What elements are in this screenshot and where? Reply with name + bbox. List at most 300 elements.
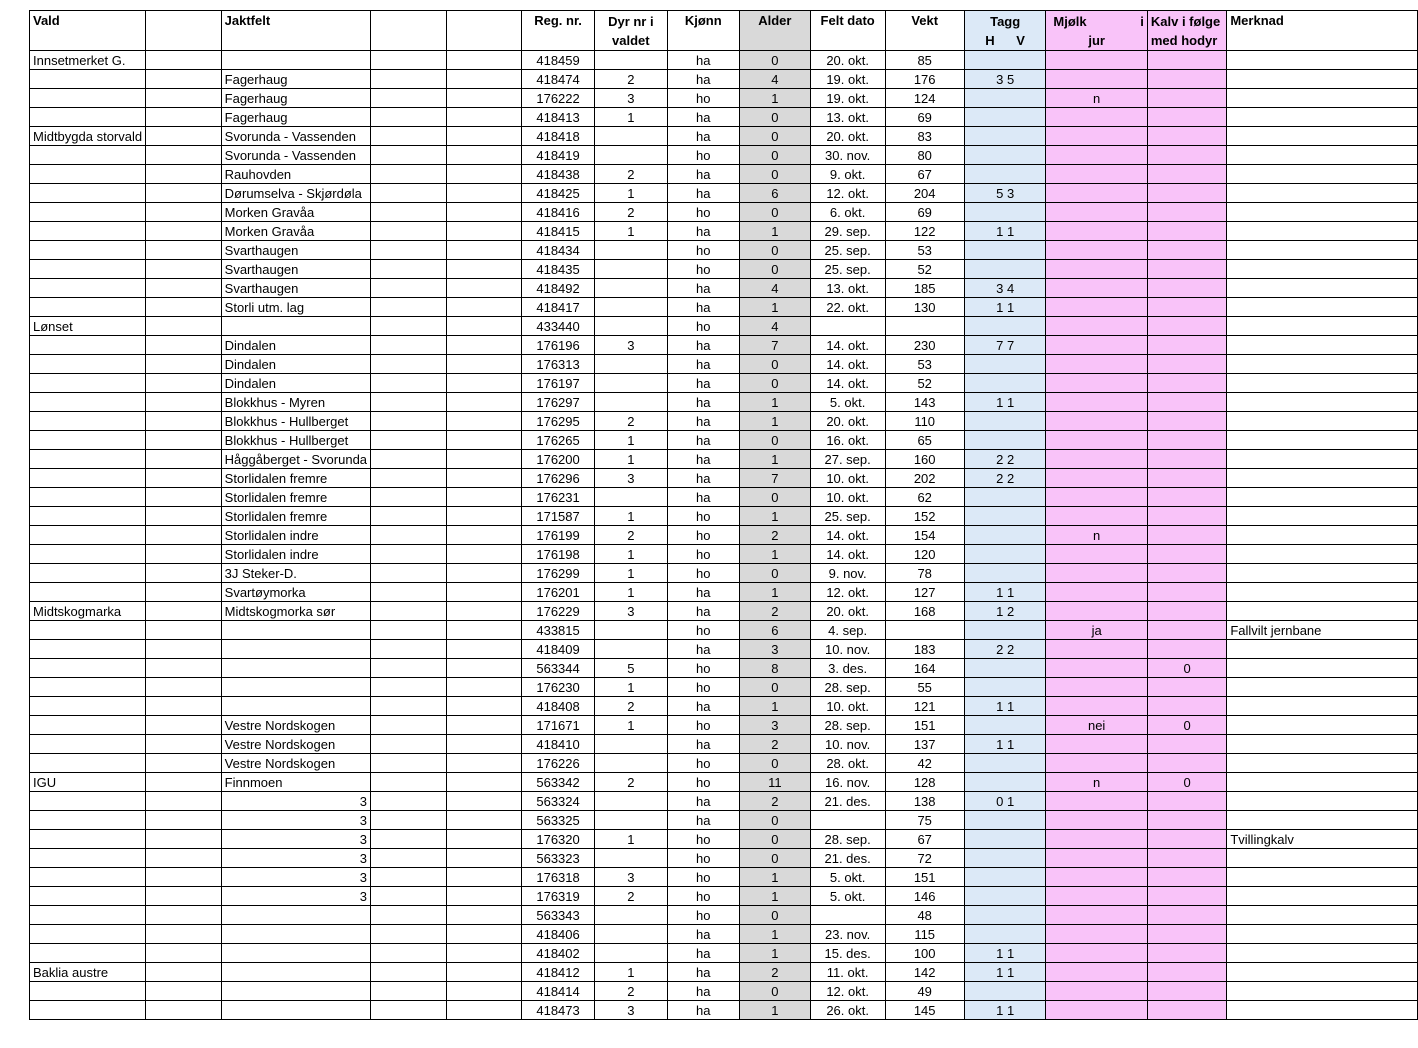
table-row [30,526,1418,545]
cell-merknad [1227,526,1418,545]
cell-vald: Baklia austre [30,963,146,982]
cell-tagg [964,127,1046,146]
cell-jaktfelt: Svorunda - Vassenden [221,127,370,146]
cell-alder: 0 [739,564,810,583]
cell-merknad [1227,203,1418,222]
cell-felt-dato: 13. okt. [810,279,885,298]
cell-vald [30,868,146,887]
cell-felt-dato: 20. okt. [810,412,885,431]
cell-vald [30,640,146,659]
cell-tagg [964,374,1046,393]
header-vald: Vald [30,11,146,51]
cell-mjolk [1046,260,1147,279]
cell-reg-nr: 176201 [522,583,595,602]
cell-kalv [1147,982,1226,1001]
cell-vald [30,89,146,108]
cell-kalv [1147,830,1226,849]
cell-empty [146,469,222,488]
cell-empty [146,735,222,754]
cell-vekt: 110 [885,412,964,431]
cell-vekt: 78 [885,564,964,583]
cell-jaktfelt: Vestre Nordskogen [221,735,370,754]
cell-jaktfelt-number: 3 [221,887,370,906]
header-mjolk-line2: jur [1088,33,1105,48]
cell-empty [146,488,222,507]
table-row [30,127,1418,146]
cell-empty [146,412,222,431]
cell-mjolk [1046,982,1147,1001]
cell-mjolk [1046,469,1147,488]
cell-reg-nr: 176226 [522,754,595,773]
cell-empty [371,887,447,906]
cell-empty [146,279,222,298]
cell-empty [146,146,222,165]
cell-empty [446,393,522,412]
table-row [30,963,1418,982]
cell-tagg [964,165,1046,184]
cell-vekt: 137 [885,735,964,754]
cell-empty [146,982,222,1001]
cell-empty [446,469,522,488]
cell-empty [146,184,222,203]
cell-merknad [1227,70,1418,89]
cell-felt-dato: 4. sep. [810,621,885,640]
cell-reg-nr: 176197 [522,374,595,393]
header-vekt: Vekt [885,11,964,51]
cell-merknad [1227,431,1418,450]
cell-reg-nr: 176295 [522,412,595,431]
cell-mjolk [1046,222,1147,241]
cell-empty [446,944,522,963]
cell-vald [30,184,146,203]
cell-felt-dato: 19. okt. [810,89,885,108]
table-row [30,393,1418,412]
table-row [30,754,1418,773]
cell-alder: 0 [739,355,810,374]
cell-vekt: 151 [885,868,964,887]
cell-jaktfelt-number [221,621,370,640]
cell-empty [146,450,222,469]
cell-dyr-nr [595,241,668,260]
cell-tagg [964,811,1046,830]
cell-tagg: 1 1 [964,393,1046,412]
cell-felt-dato: 6. okt. [810,203,885,222]
table-row [30,792,1418,811]
cell-kjonn: ho [667,260,739,279]
cell-tagg [964,925,1046,944]
cell-reg-nr: 171671 [522,716,595,735]
cell-merknad [1227,735,1418,754]
cell-empty [146,70,222,89]
cell-kalv [1147,89,1226,108]
cell-jaktfelt: Vestre Nordskogen [221,754,370,773]
cell-merknad [1227,602,1418,621]
cell-dyr-nr: 1 [595,184,668,203]
cell-jaktfelt: Svartøymorka [221,583,370,602]
cell-mjolk [1046,583,1147,602]
cell-vald [30,583,146,602]
cell-alder: 4 [739,317,810,336]
cell-tagg [964,773,1046,792]
cell-dyr-nr [595,735,668,754]
cell-kalv [1147,583,1226,602]
cell-mjolk [1046,431,1147,450]
cell-alder: 7 [739,336,810,355]
cell-empty [146,260,222,279]
cell-vekt: 53 [885,355,964,374]
cell-empty [371,146,447,165]
cell-kjonn: ho [667,564,739,583]
cell-kalv [1147,431,1226,450]
cell-vald [30,412,146,431]
cell-vekt: 124 [885,89,964,108]
cell-empty [371,944,447,963]
cell-tagg: 1 1 [964,697,1046,716]
cell-tagg [964,754,1046,773]
cell-empty [446,317,522,336]
cell-dyr-nr [595,393,668,412]
cell-dyr-nr: 1 [595,450,668,469]
cell-vekt: 146 [885,887,964,906]
cell-empty [446,526,522,545]
cell-vald [30,70,146,89]
cell-empty [446,336,522,355]
cell-kalv [1147,697,1226,716]
cell-jaktfelt-number [221,640,370,659]
cell-empty [371,754,447,773]
cell-empty [446,982,522,1001]
cell-dyr-nr: 1 [595,830,668,849]
cell-merknad [1227,640,1418,659]
cell-alder: 4 [739,70,810,89]
cell-vekt: 80 [885,146,964,165]
cell-empty [146,507,222,526]
cell-alder: 0 [739,849,810,868]
cell-vald: Lønset [30,317,146,336]
cell-vekt: 49 [885,982,964,1001]
cell-alder: 8 [739,659,810,678]
cell-vald [30,431,146,450]
cell-vekt: 122 [885,222,964,241]
cell-kjonn: ha [667,982,739,1001]
cell-jaktfelt: Midtskogmorka sør [221,602,370,621]
cell-alder: 1 [739,925,810,944]
cell-vald: IGU [30,773,146,792]
table-row [30,203,1418,222]
cell-empty [371,184,447,203]
cell-felt-dato: 20. okt. [810,602,885,621]
cell-merknad [1227,184,1418,203]
cell-kjonn: ha [667,51,739,70]
cell-dyr-nr: 3 [595,602,668,621]
cell-empty [371,792,447,811]
cell-dyr-nr: 1 [595,716,668,735]
cell-vald [30,659,146,678]
cell-dyr-nr [595,811,668,830]
cell-vekt: 75 [885,811,964,830]
cell-alder: 1 [739,583,810,602]
cell-vald [30,849,146,868]
cell-reg-nr: 176320 [522,830,595,849]
cell-alder: 1 [739,222,810,241]
table-row [30,697,1418,716]
cell-vekt: 67 [885,830,964,849]
cell-merknad [1227,146,1418,165]
cell-kjonn: ho [667,545,739,564]
cell-jaktfelt-number [221,317,370,336]
cell-jaktfelt: Storlidalen fremre [221,488,370,507]
cell-felt-dato: 28. sep. [810,830,885,849]
cell-mjolk [1046,659,1147,678]
cell-empty [446,450,522,469]
cell-mjolk [1046,507,1147,526]
header-empty [446,11,522,51]
cell-empty [146,963,222,982]
cell-merknad [1227,165,1418,184]
cell-mjolk [1046,564,1147,583]
cell-felt-dato: 28. okt. [810,754,885,773]
cell-vekt: 55 [885,678,964,697]
header-empty [371,11,447,51]
cell-felt-dato: 16. okt. [810,431,885,450]
cell-felt-dato: 21. des. [810,792,885,811]
cell-reg-nr: 418408 [522,697,595,716]
cell-alder: 0 [739,488,810,507]
cell-kalv [1147,298,1226,317]
cell-alder: 2 [739,963,810,982]
cell-merknad [1227,336,1418,355]
cell-alder: 6 [739,184,810,203]
cell-empty [371,602,447,621]
header-dyr-nr [595,11,668,51]
cell-mjolk [1046,868,1147,887]
cell-empty [146,203,222,222]
cell-empty [146,621,222,640]
cell-kjonn: ho [667,906,739,925]
cell-felt-dato: 14. okt. [810,336,885,355]
cell-jaktfelt: Svarthaugen [221,241,370,260]
cell-kjonn: ha [667,735,739,754]
cell-dyr-nr: 2 [595,412,668,431]
cell-empty [371,336,447,355]
cell-empty [146,564,222,583]
table-row [30,868,1418,887]
cell-kjonn: ha [667,583,739,602]
cell-merknad [1227,887,1418,906]
cell-merknad [1227,355,1418,374]
cell-alder: 0 [739,51,810,70]
cell-empty [371,811,447,830]
cell-vekt: 52 [885,374,964,393]
cell-empty [146,944,222,963]
table-row [30,678,1418,697]
cell-vald [30,488,146,507]
cell-vald [30,374,146,393]
cell-mjolk [1046,678,1147,697]
cell-vekt: 121 [885,697,964,716]
cell-empty [446,659,522,678]
table-row [30,735,1418,754]
cell-dyr-nr: 1 [595,507,668,526]
cell-jaktfelt: Fagerhaug [221,70,370,89]
cell-jaktfelt: Storlidalen indre [221,545,370,564]
cell-mjolk [1046,811,1147,830]
cell-empty [446,279,522,298]
cell-kalv [1147,621,1226,640]
cell-jaktfelt-number: 3 [221,811,370,830]
table-row [30,944,1418,963]
cell-kjonn: ha [667,412,739,431]
cell-vald [30,146,146,165]
cell-vald [30,203,146,222]
cell-alder: 0 [739,754,810,773]
cell-dyr-nr [595,754,668,773]
cell-kjonn: ho [667,773,739,792]
cell-vekt: 62 [885,488,964,507]
cell-merknad [1227,716,1418,735]
cell-tagg: 2 2 [964,450,1046,469]
cell-dyr-nr [595,317,668,336]
cell-felt-dato: 30. nov. [810,146,885,165]
cell-kjonn: ho [667,526,739,545]
cell-alder: 0 [739,146,810,165]
cell-vald [30,241,146,260]
cell-empty [371,868,447,887]
cell-empty [371,963,447,982]
cell-kjonn: ho [667,146,739,165]
cell-alder: 2 [739,602,810,621]
cell-kalv [1147,393,1226,412]
cell-reg-nr: 418415 [522,222,595,241]
cell-vald [30,944,146,963]
cell-empty [446,963,522,982]
cell-empty [446,602,522,621]
cell-kjonn: ha [667,811,739,830]
cell-merknad [1227,868,1418,887]
cell-jaktfelt: Storli utm. lag [221,298,370,317]
cell-vald [30,754,146,773]
cell-vekt: 154 [885,526,964,545]
cell-dyr-nr [595,621,668,640]
cell-kjonn: ho [667,830,739,849]
cell-mjolk [1046,792,1147,811]
cell-dyr-nr [595,906,668,925]
table-row [30,70,1418,89]
cell-vald [30,830,146,849]
cell-merknad [1227,374,1418,393]
cell-jaktfelt-number: 3 [221,830,370,849]
cell-jaktfelt-number [221,925,370,944]
cell-vald [30,507,146,526]
cell-mjolk [1046,279,1147,298]
cell-empty [446,298,522,317]
cell-merknad [1227,469,1418,488]
cell-dyr-nr [595,488,668,507]
table-body [30,51,1418,1020]
cell-alder: 0 [739,108,810,127]
cell-empty [446,697,522,716]
cell-alder: 0 [739,906,810,925]
cell-vekt: 130 [885,298,964,317]
cell-jaktfelt-number: 3 [221,868,370,887]
cell-reg-nr: 176196 [522,336,595,355]
cell-empty [146,868,222,887]
cell-dyr-nr: 2 [595,697,668,716]
cell-vald [30,716,146,735]
cell-alder: 0 [739,203,810,222]
cell-vekt: 164 [885,659,964,678]
cell-empty [146,127,222,146]
cell-kjonn: ha [667,336,739,355]
cell-dyr-nr [595,146,668,165]
cell-reg-nr: 176222 [522,89,595,108]
cell-alder: 1 [739,1001,810,1020]
cell-vekt: 176 [885,70,964,89]
cell-alder: 0 [739,165,810,184]
cell-reg-nr: 418413 [522,108,595,127]
header-dyr-nr-line2: valdet [612,33,650,48]
cell-merknad [1227,925,1418,944]
cell-vald [30,678,146,697]
cell-tagg [964,906,1046,925]
cell-tagg [964,146,1046,165]
cell-jaktfelt-number [221,51,370,70]
cell-kjonn: ho [667,203,739,222]
cell-alder: 0 [739,431,810,450]
cell-vald [30,222,146,241]
cell-empty [371,640,447,659]
cell-tagg [964,108,1046,127]
cell-tagg [964,412,1046,431]
cell-alder: 2 [739,735,810,754]
cell-reg-nr: 418425 [522,184,595,203]
cell-felt-dato: 28. sep. [810,716,885,735]
table-row [30,507,1418,526]
cell-kjonn: ha [667,222,739,241]
cell-empty [146,89,222,108]
cell-empty [371,773,447,792]
cell-felt-dato: 16. nov. [810,773,885,792]
cell-dyr-nr: 5 [595,659,668,678]
cell-reg-nr: 418474 [522,70,595,89]
cell-empty [146,849,222,868]
cell-empty [146,583,222,602]
cell-empty [371,355,447,374]
cell-tagg [964,317,1046,336]
cell-merknad [1227,488,1418,507]
cell-dyr-nr: 3 [595,868,668,887]
cell-jaktfelt: Svorunda - Vassenden [221,146,370,165]
cell-mjolk [1046,849,1147,868]
cell-kalv [1147,336,1226,355]
cell-jaktfelt-number [221,906,370,925]
cell-felt-dato: 13. okt. [810,108,885,127]
cell-dyr-nr: 2 [595,526,668,545]
cell-felt-dato: 10. nov. [810,735,885,754]
cell-felt-dato [810,906,885,925]
cell-vekt: 69 [885,203,964,222]
cell-felt-dato: 25. sep. [810,507,885,526]
header-felt-dato: Felt dato [810,11,885,51]
cell-kalv [1147,1001,1226,1020]
cell-kalv [1147,412,1226,431]
cell-tagg [964,431,1046,450]
table-row [30,412,1418,431]
cell-jaktfelt: Svarthaugen [221,260,370,279]
cell-empty [146,374,222,393]
cell-reg-nr: 418414 [522,982,595,1001]
cell-kalv [1147,108,1226,127]
